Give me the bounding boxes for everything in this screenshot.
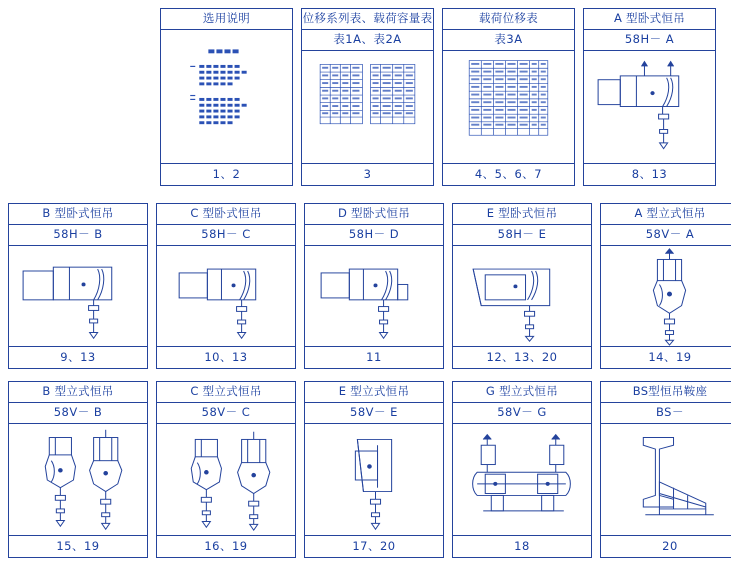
vertical-hanger-a-illustration xyxy=(601,246,731,346)
card-load-displacement-table[interactable] xyxy=(442,8,575,186)
card-subtitle: 58V－ C xyxy=(157,403,295,424)
figure-horizontal-hanger-d xyxy=(305,246,443,346)
card-type-a-horizontal-constant-hanger[interactable] xyxy=(583,8,716,186)
card-title: B 型卧式恒吊 xyxy=(9,204,147,225)
figure-vertical-hanger-b xyxy=(9,424,147,535)
card-title: 位移系列表、载荷容量表 xyxy=(302,9,433,30)
card-selection-notes[interactable] xyxy=(160,8,293,186)
figure-text-block-lines xyxy=(161,30,292,163)
card-subtitle: 58V－ A xyxy=(601,225,731,246)
card-page-numbers: 18 xyxy=(453,535,591,557)
vertical-hanger-b-illustration xyxy=(9,424,147,535)
figure-vertical-hanger-e xyxy=(305,424,443,535)
card-page-numbers: 1、2 xyxy=(161,163,292,185)
card-subtitle: 表3A xyxy=(443,30,574,51)
saddle-beam-illustration xyxy=(601,424,731,535)
card-subtitle: 58H－ D xyxy=(305,225,443,246)
card-type-b-vertical-constant-hanger[interactable] xyxy=(8,381,148,558)
card-title: B 型立式恒吊 xyxy=(9,382,147,403)
card-page-numbers: 14、19 xyxy=(601,346,731,368)
card-page-numbers: 20 xyxy=(601,535,731,557)
card-title: D 型卧式恒吊 xyxy=(305,204,443,225)
card-title: A 型立式恒吊 xyxy=(601,204,731,225)
card-subtitle: 58V－ G xyxy=(453,403,591,424)
figure-two-tables xyxy=(302,51,433,163)
figure-one-table xyxy=(443,51,574,163)
card-title: G 型立式恒吊 xyxy=(453,382,591,403)
card-subtitle: 表1A、表2A xyxy=(302,30,433,51)
card-type-g-vertical-constant-hanger[interactable] xyxy=(452,381,592,558)
figure-horizontal-hanger-e xyxy=(453,246,591,346)
table-illustration xyxy=(443,51,574,163)
card-page-numbers: 11 xyxy=(305,346,443,368)
card-bs-constant-hanger-saddle[interactable] xyxy=(600,381,731,558)
card-type-c-vertical-constant-hanger[interactable] xyxy=(156,381,296,558)
figure-vertical-hanger-g xyxy=(453,424,591,535)
horizontal-hanger-b-illustration xyxy=(9,246,147,346)
card-type-a-vertical-constant-hanger[interactable] xyxy=(600,203,731,369)
catalog-row-2 xyxy=(8,203,731,369)
card-title: C 型卧式恒吊 xyxy=(157,204,295,225)
vertical-hanger-c-illustration xyxy=(157,424,295,535)
card-page-numbers: 8、13 xyxy=(584,163,715,185)
card-title: C 型立式恒吊 xyxy=(157,382,295,403)
card-type-d-horizontal-constant-hanger[interactable] xyxy=(304,203,444,369)
card-page-numbers: 17、20 xyxy=(305,535,443,557)
figure-horizontal-hanger-a xyxy=(584,51,715,163)
card-subtitle: 58H－ C xyxy=(157,225,295,246)
vertical-hanger-e-illustration xyxy=(305,424,443,535)
card-subtitle: 58H－ A xyxy=(584,30,715,51)
figure-vertical-hanger-c xyxy=(157,424,295,535)
card-type-e-horizontal-constant-hanger[interactable] xyxy=(452,203,592,369)
horizontal-hanger-e-illustration xyxy=(453,246,591,346)
tables-illustration xyxy=(302,51,433,163)
card-page-numbers: 12、13、20 xyxy=(453,346,591,368)
figure-vertical-hanger-a xyxy=(601,246,731,346)
card-type-e-vertical-constant-hanger[interactable] xyxy=(304,381,444,558)
card-subtitle: 58V－ E xyxy=(305,403,443,424)
horizontal-hanger-c-illustration xyxy=(157,246,295,346)
card-title: E 型立式恒吊 xyxy=(305,382,443,403)
catalog-row-3 xyxy=(8,381,731,558)
card-subtitle: BS－ xyxy=(601,403,731,424)
card-subtitle: 58H－ B xyxy=(9,225,147,246)
card-page-numbers: 15、19 xyxy=(9,535,147,557)
text-block-illustration xyxy=(161,30,292,163)
card-page-numbers: 9、13 xyxy=(9,346,147,368)
card-type-b-horizontal-constant-hanger[interactable] xyxy=(8,203,148,369)
card-title: BS型恒吊鞍座 xyxy=(601,382,731,403)
horizontal-hanger-d-illustration xyxy=(305,246,443,346)
card-page-numbers: 4、5、6、7 xyxy=(443,163,574,185)
card-subtitle: 58V－ B xyxy=(9,403,147,424)
figure-horizontal-hanger-c xyxy=(157,246,295,346)
figure-saddle-beam xyxy=(601,424,731,535)
catalog-row-1 xyxy=(160,8,716,186)
card-subtitle: 58H－ E xyxy=(453,225,591,246)
horizontal-hanger-a-illustration xyxy=(584,51,715,163)
card-displacement-series-and-load-capacity-tables[interactable] xyxy=(301,8,434,186)
card-page-numbers: 3 xyxy=(302,163,433,185)
vertical-hanger-g-illustration xyxy=(453,424,591,535)
card-page-numbers: 10、13 xyxy=(157,346,295,368)
card-type-c-horizontal-constant-hanger[interactable] xyxy=(156,203,296,369)
card-title: A 型卧式恒吊 xyxy=(584,9,715,30)
card-title: 载荷位移表 xyxy=(443,9,574,30)
figure-horizontal-hanger-b xyxy=(9,246,147,346)
card-title: 选用说明 xyxy=(161,9,292,30)
card-page-numbers: 16、19 xyxy=(157,535,295,557)
card-title: E 型卧式恒吊 xyxy=(453,204,591,225)
